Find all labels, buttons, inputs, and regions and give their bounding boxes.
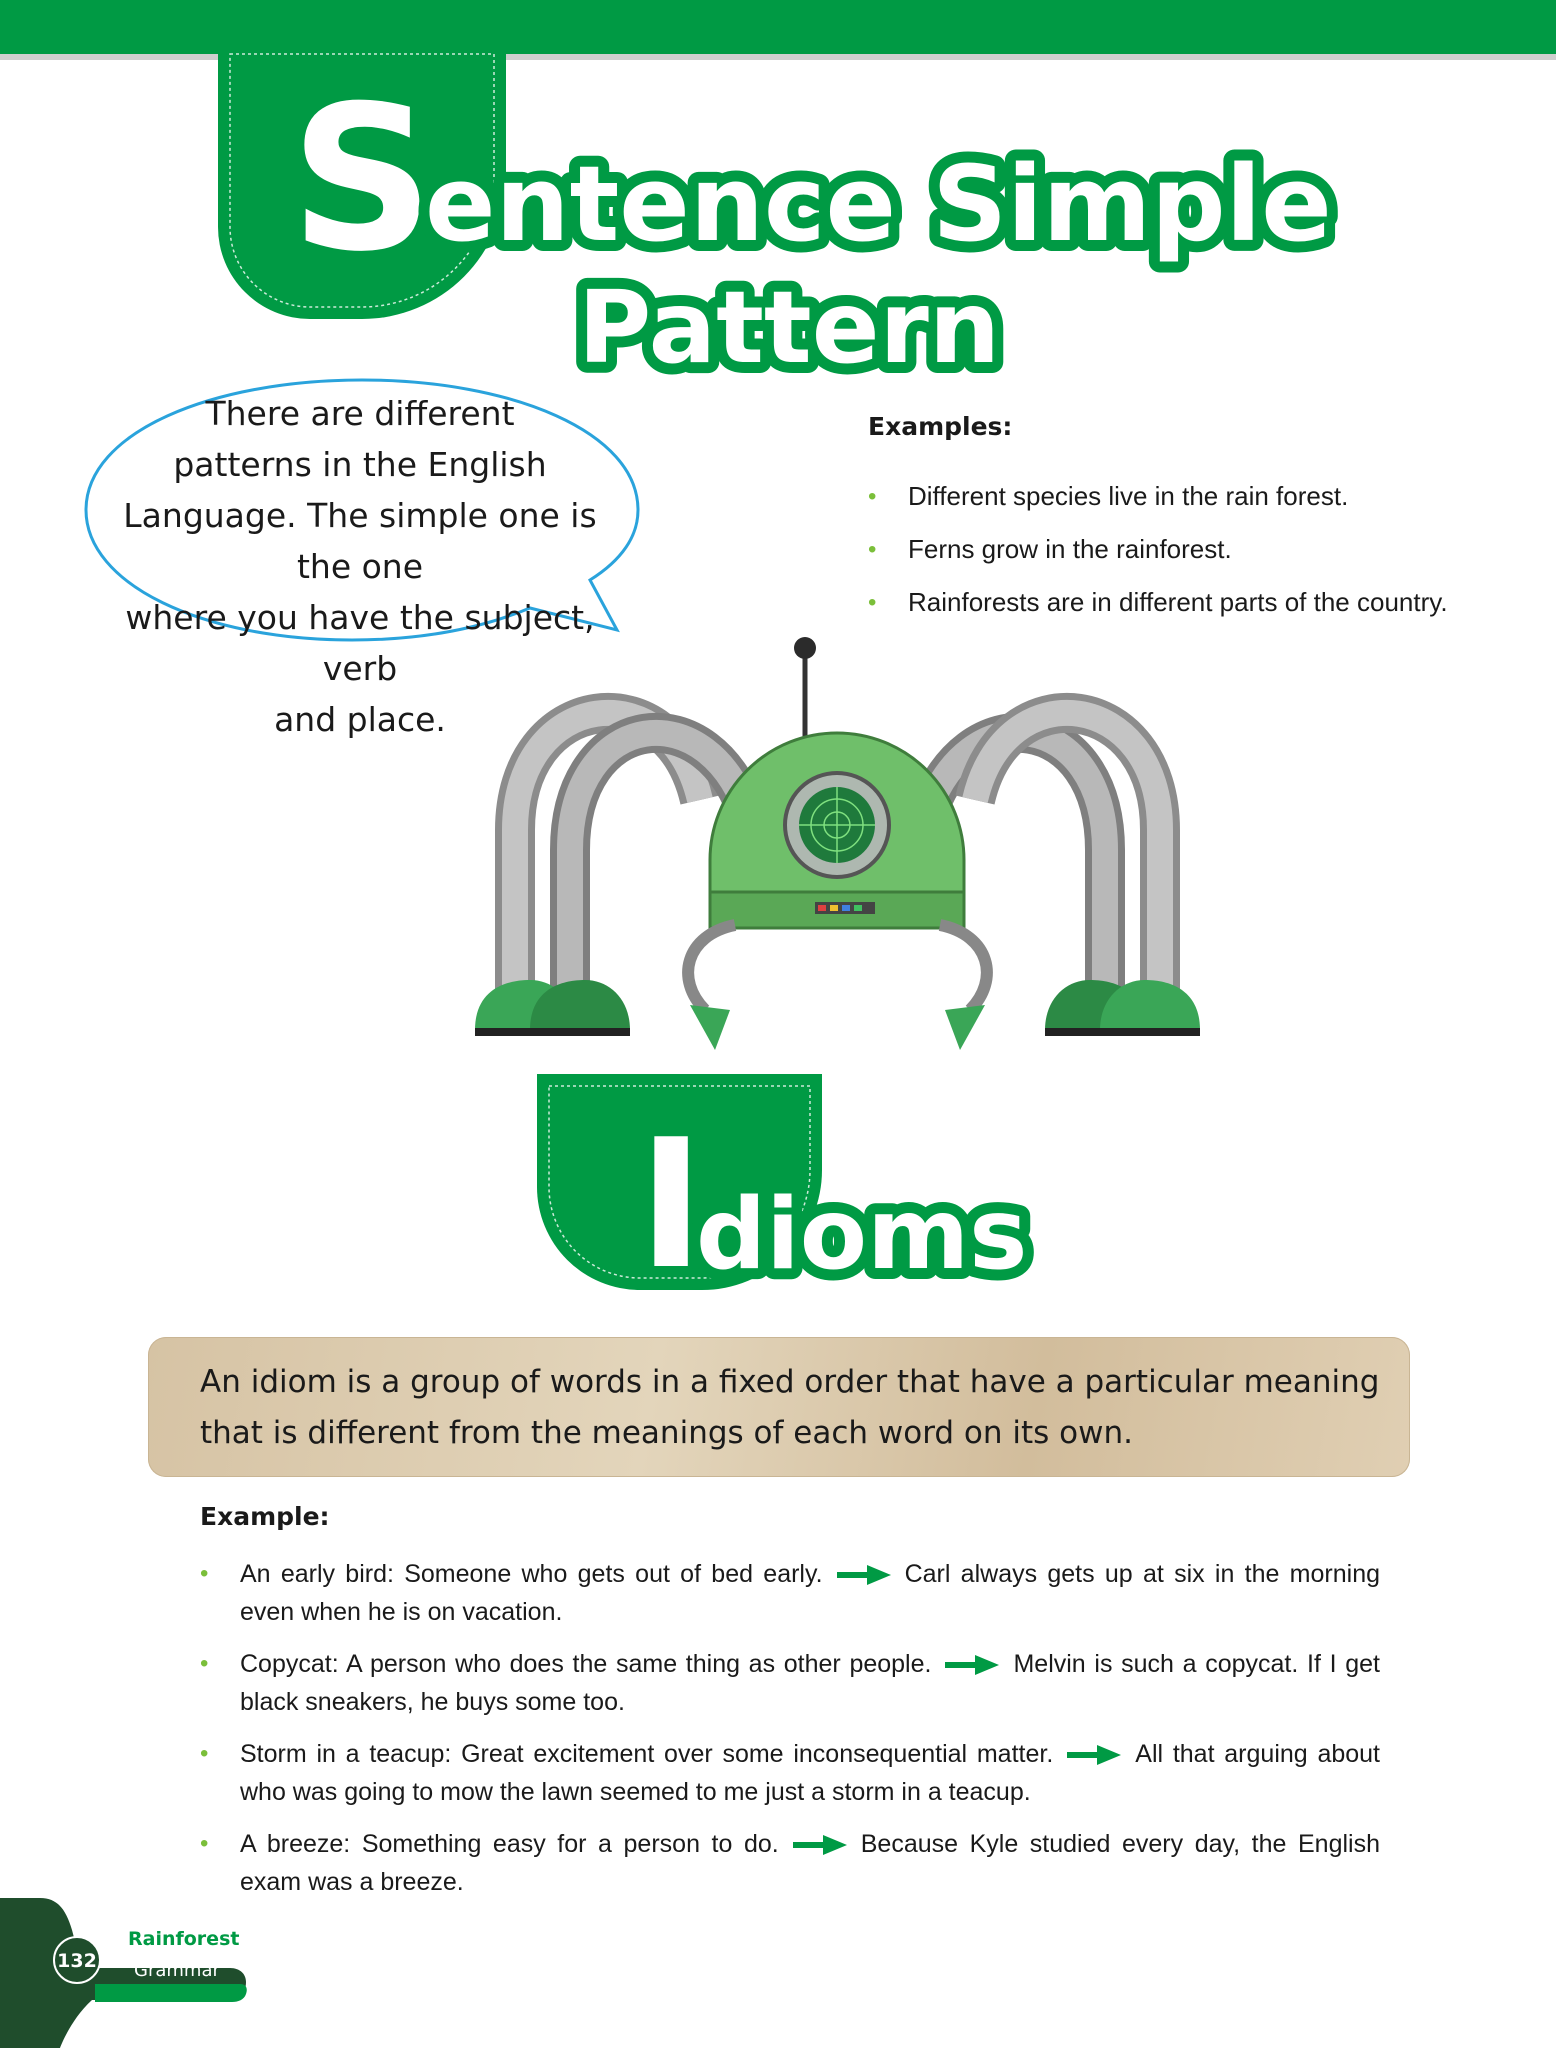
bullet-icon: • bbox=[200, 1830, 209, 1857]
list-item bbox=[200, 1825, 1380, 1901]
bullet-icon: • bbox=[868, 536, 877, 563]
bullet-icon: • bbox=[200, 1650, 209, 1677]
idioms-title-rest: dioms bbox=[696, 1178, 1028, 1292]
example-heading: Example: bbox=[200, 1502, 330, 1531]
arrow-right-icon bbox=[793, 1835, 847, 1855]
arrow-right-icon bbox=[945, 1655, 999, 1675]
examples-heading: Examples: bbox=[868, 412, 1013, 441]
bullet-icon: • bbox=[200, 1560, 209, 1587]
idioms-initial: I bbox=[638, 1101, 705, 1308]
list-item bbox=[868, 576, 1448, 629]
idioms-title-graphic bbox=[0, 1060, 1564, 1320]
title-initial: S bbox=[290, 63, 435, 296]
footer-book-title: Rainforest bbox=[128, 1928, 240, 1950]
example-text: Different species live in the rain forest. bbox=[908, 481, 1349, 511]
idiom-definition: An idiom is a group of words in a fixed order that have a particular meaning that is different from the meanings of each word on its own. bbox=[200, 1364, 1380, 1451]
idiom-sentence: All that arguing about who was going to mow the lawn seemed to me just a storm in a teacup. bbox=[240, 1740, 1381, 1806]
footer-section-bar bbox=[95, 1984, 247, 2002]
title-line-2: Pattern bbox=[578, 269, 1001, 386]
title-line-1: entence Simple bbox=[425, 143, 1332, 265]
bubble-line: patterns in the English bbox=[173, 445, 547, 484]
idiom-text: Copycat: A person who does the same thing as other people. bbox=[240, 1650, 932, 1678]
list-item bbox=[868, 470, 1448, 523]
idioms-list bbox=[200, 1555, 1380, 1915]
list-item bbox=[200, 1735, 1380, 1811]
idiom-text: Storm in a teacup: Great excitement over some inconsequential matter. bbox=[240, 1740, 1054, 1768]
bullet-icon: • bbox=[200, 1740, 209, 1767]
idiom-sentence: Because Kyle studied every day, the English exam was a breeze. bbox=[240, 1830, 1380, 1896]
bubble-line: Language. The simple one is the one bbox=[123, 496, 597, 586]
idiom-text: A breeze: Something easy for a person to do. bbox=[240, 1830, 779, 1858]
bubble-line: and place. bbox=[274, 700, 446, 739]
bullet-icon: • bbox=[868, 483, 877, 510]
footer-section-name: Grammar bbox=[134, 1960, 220, 1981]
example-text: Rainforests are in different parts of the country. bbox=[908, 587, 1448, 617]
bubble-line: There are different bbox=[205, 394, 515, 433]
robot-m-illustration-icon bbox=[460, 630, 1220, 1050]
idiom-text: An early bird: Someone who gets out of bed early. bbox=[240, 1560, 823, 1588]
page-number: 132 bbox=[57, 1950, 97, 1972]
list-item bbox=[868, 523, 1448, 576]
example-text: Ferns grow in the rainforest. bbox=[908, 534, 1232, 564]
list-item bbox=[200, 1645, 1380, 1721]
list-item bbox=[200, 1555, 1380, 1631]
bullet-icon: • bbox=[868, 589, 877, 616]
arrow-right-icon bbox=[1067, 1745, 1121, 1765]
idiom-sentence: Melvin is such a copycat. If I get black sneakers, he buys some too. bbox=[240, 1650, 1380, 1716]
arrow-right-icon bbox=[837, 1565, 891, 1585]
title-graphic bbox=[0, 0, 1564, 400]
idiom-sentence: Carl always gets up at six in the morning even when he is on vacation. bbox=[240, 1560, 1380, 1626]
bubble-line: where you have the subject, verb bbox=[125, 598, 595, 688]
examples-list bbox=[868, 470, 1448, 629]
